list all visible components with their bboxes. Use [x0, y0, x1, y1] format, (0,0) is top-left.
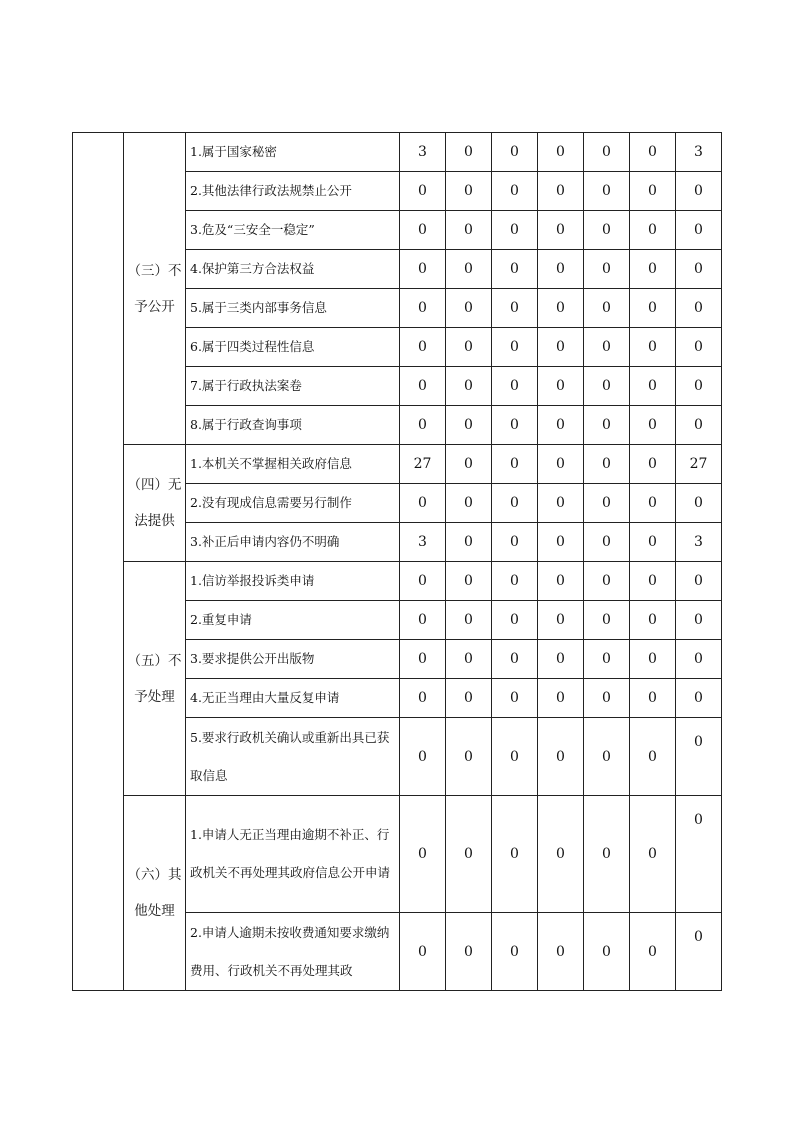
value-cell: 0 — [584, 913, 630, 991]
value-cell: 0 — [492, 679, 538, 718]
value-cell: 0 — [584, 445, 630, 484]
value-cell: 0 — [538, 913, 584, 991]
value-cell: 0 — [676, 211, 722, 250]
value-cell: 0 — [400, 406, 446, 445]
value-cell: 0 — [630, 406, 676, 445]
value-cell: 0 — [492, 211, 538, 250]
value-cell: 0 — [630, 718, 676, 796]
value-cell: 0 — [676, 406, 722, 445]
value-cell: 0 — [538, 562, 584, 601]
value-cell: 0 — [584, 640, 630, 679]
value-cell: 0 — [538, 367, 584, 406]
value-cell: 0 — [538, 718, 584, 796]
value-cell: 0 — [630, 913, 676, 991]
category-cell: （三）不予公开 — [124, 133, 186, 445]
value-cell: 0 — [630, 562, 676, 601]
value-cell: 0 — [492, 601, 538, 640]
value-cell: 0 — [630, 640, 676, 679]
item-label: 2.没有现成信息需要另行制作 — [186, 484, 400, 523]
value-cell: 0 — [584, 718, 630, 796]
value-cell: 0 — [538, 640, 584, 679]
value-cell: 3 — [400, 133, 446, 172]
value-cell: 27 — [400, 445, 446, 484]
value-cell: 0 — [538, 328, 584, 367]
value-cell: 0 — [400, 328, 446, 367]
value-cell: 0 — [630, 211, 676, 250]
value-cell: 0 — [492, 484, 538, 523]
value-cell: 0 — [630, 601, 676, 640]
value-cell: 27 — [676, 445, 722, 484]
value-cell: 0 — [446, 640, 492, 679]
item-label: 2.重复申请 — [186, 601, 400, 640]
value-cell: 0 — [492, 172, 538, 211]
value-cell: 0 — [446, 445, 492, 484]
category-cell: （四）无法提供 — [124, 445, 186, 562]
value-cell: 0 — [492, 796, 538, 913]
value-cell: 0 — [492, 718, 538, 796]
value-cell: 0 — [400, 601, 446, 640]
value-cell: 0 — [446, 484, 492, 523]
value-cell: 0 — [676, 562, 722, 601]
item-label: 6.属于四类过程性信息 — [186, 328, 400, 367]
value-cell: 0 — [584, 796, 630, 913]
value-cell: 0 — [630, 484, 676, 523]
value-cell: 0 — [400, 367, 446, 406]
value-cell: 0 — [400, 718, 446, 796]
value-cell: 0 — [630, 679, 676, 718]
value-cell: 0 — [446, 601, 492, 640]
outer-category-cell — [73, 133, 124, 991]
value-cell: 0 — [446, 250, 492, 289]
item-label: 2.其他法律行政法规禁止公开 — [186, 172, 400, 211]
value-cell: 0 — [584, 562, 630, 601]
value-cell: 0 — [538, 406, 584, 445]
value-cell: 0 — [538, 211, 584, 250]
value-cell: 0 — [400, 172, 446, 211]
value-cell: 0 — [538, 445, 584, 484]
value-cell: 0 — [630, 250, 676, 289]
value-cell: 0 — [446, 406, 492, 445]
item-label: 3.要求提供公开出版物 — [186, 640, 400, 679]
table-row — [73, 133, 722, 172]
category-cell: （五）不予处理 — [124, 562, 186, 796]
value-cell: 0 — [584, 172, 630, 211]
item-label: 1.信访举报投诉类申请 — [186, 562, 400, 601]
value-cell: 0 — [584, 211, 630, 250]
item-label: 1.属于国家秘密 — [186, 133, 400, 172]
value-cell: 0 — [446, 523, 492, 562]
value-cell: 3 — [400, 523, 446, 562]
value-cell: 0 — [400, 640, 446, 679]
value-cell: 0 — [584, 328, 630, 367]
value-cell: 0 — [676, 289, 722, 328]
value-cell: 0 — [676, 367, 722, 406]
item-label: 4.保护第三方合法权益 — [186, 250, 400, 289]
table-body — [73, 133, 722, 991]
item-label: 5.要求行政机关确认或重新出具已获取信息 — [186, 718, 400, 796]
value-cell: 3 — [676, 133, 722, 172]
value-cell: 0 — [584, 289, 630, 328]
value-cell: 0 — [492, 406, 538, 445]
value-cell: 0 — [446, 562, 492, 601]
value-cell: 0 — [446, 289, 492, 328]
value-cell: 0 — [446, 328, 492, 367]
value-cell: 0 — [584, 523, 630, 562]
value-cell: 0 — [676, 718, 722, 796]
table-row — [73, 445, 722, 484]
value-cell: 0 — [400, 484, 446, 523]
value-cell: 0 — [400, 250, 446, 289]
value-cell: 0 — [492, 640, 538, 679]
value-cell: 0 — [630, 172, 676, 211]
value-cell: 0 — [630, 133, 676, 172]
value-cell: 0 — [584, 367, 630, 406]
item-label: 3.补正后申请内容仍不明确 — [186, 523, 400, 562]
value-cell: 0 — [584, 484, 630, 523]
value-cell: 0 — [492, 367, 538, 406]
value-cell: 0 — [676, 328, 722, 367]
value-cell: 0 — [538, 172, 584, 211]
item-label: 4.无正当理由大量反复申请 — [186, 679, 400, 718]
item-label: 3.危及“三安全一稳定” — [186, 211, 400, 250]
item-label: 8.属于行政查询事项 — [186, 406, 400, 445]
value-cell: 0 — [538, 601, 584, 640]
value-cell: 0 — [538, 289, 584, 328]
value-cell: 0 — [492, 523, 538, 562]
value-cell: 0 — [446, 367, 492, 406]
item-label: 7.属于行政执法案卷 — [186, 367, 400, 406]
value-cell: 0 — [538, 796, 584, 913]
value-cell: 0 — [630, 523, 676, 562]
value-cell: 0 — [676, 913, 722, 991]
value-cell: 0 — [446, 211, 492, 250]
value-cell: 0 — [400, 289, 446, 328]
value-cell: 0 — [446, 913, 492, 991]
value-cell: 0 — [492, 250, 538, 289]
value-cell: 0 — [676, 484, 722, 523]
value-cell: 0 — [446, 679, 492, 718]
value-cell: 0 — [630, 796, 676, 913]
value-cell: 0 — [446, 172, 492, 211]
item-label: 2.申请人逾期未按收费通知要求缴纳费用、行政机关不再处理其政 — [186, 913, 400, 991]
value-cell: 0 — [400, 796, 446, 913]
value-cell: 0 — [492, 562, 538, 601]
value-cell: 0 — [492, 133, 538, 172]
value-cell: 0 — [492, 913, 538, 991]
value-cell: 0 — [492, 445, 538, 484]
value-cell: 0 — [492, 328, 538, 367]
value-cell: 0 — [538, 523, 584, 562]
value-cell: 0 — [492, 289, 538, 328]
item-label: 1.申请人无正当理由逾期不补正、行政机关不再处理其政府信息公开申请 — [186, 796, 400, 913]
value-cell: 0 — [676, 796, 722, 913]
value-cell: 0 — [584, 250, 630, 289]
item-label: 5.属于三类内部事务信息 — [186, 289, 400, 328]
value-cell: 0 — [446, 133, 492, 172]
value-cell: 0 — [630, 367, 676, 406]
value-cell: 0 — [538, 679, 584, 718]
value-cell: 0 — [400, 679, 446, 718]
value-cell: 0 — [584, 679, 630, 718]
value-cell: 0 — [584, 406, 630, 445]
table-row — [73, 562, 722, 601]
value-cell: 0 — [584, 133, 630, 172]
item-label: 1.本机关不掌握相关政府信息 — [186, 445, 400, 484]
value-cell: 0 — [676, 250, 722, 289]
value-cell: 0 — [630, 289, 676, 328]
value-cell: 0 — [400, 211, 446, 250]
category-cell: （六）其他处理 — [124, 796, 186, 991]
value-cell: 0 — [538, 484, 584, 523]
table-row — [73, 796, 722, 913]
value-cell: 0 — [400, 913, 446, 991]
value-cell: 0 — [630, 445, 676, 484]
value-cell: 0 — [630, 328, 676, 367]
value-cell: 0 — [676, 679, 722, 718]
value-cell: 0 — [584, 601, 630, 640]
value-cell: 0 — [538, 250, 584, 289]
value-cell: 0 — [538, 133, 584, 172]
value-cell: 0 — [400, 562, 446, 601]
value-cell: 0 — [676, 601, 722, 640]
value-cell: 0 — [676, 640, 722, 679]
disclosure-table — [72, 132, 722, 991]
value-cell: 0 — [446, 796, 492, 913]
value-cell: 0 — [676, 172, 722, 211]
value-cell: 0 — [446, 718, 492, 796]
value-cell: 3 — [676, 523, 722, 562]
